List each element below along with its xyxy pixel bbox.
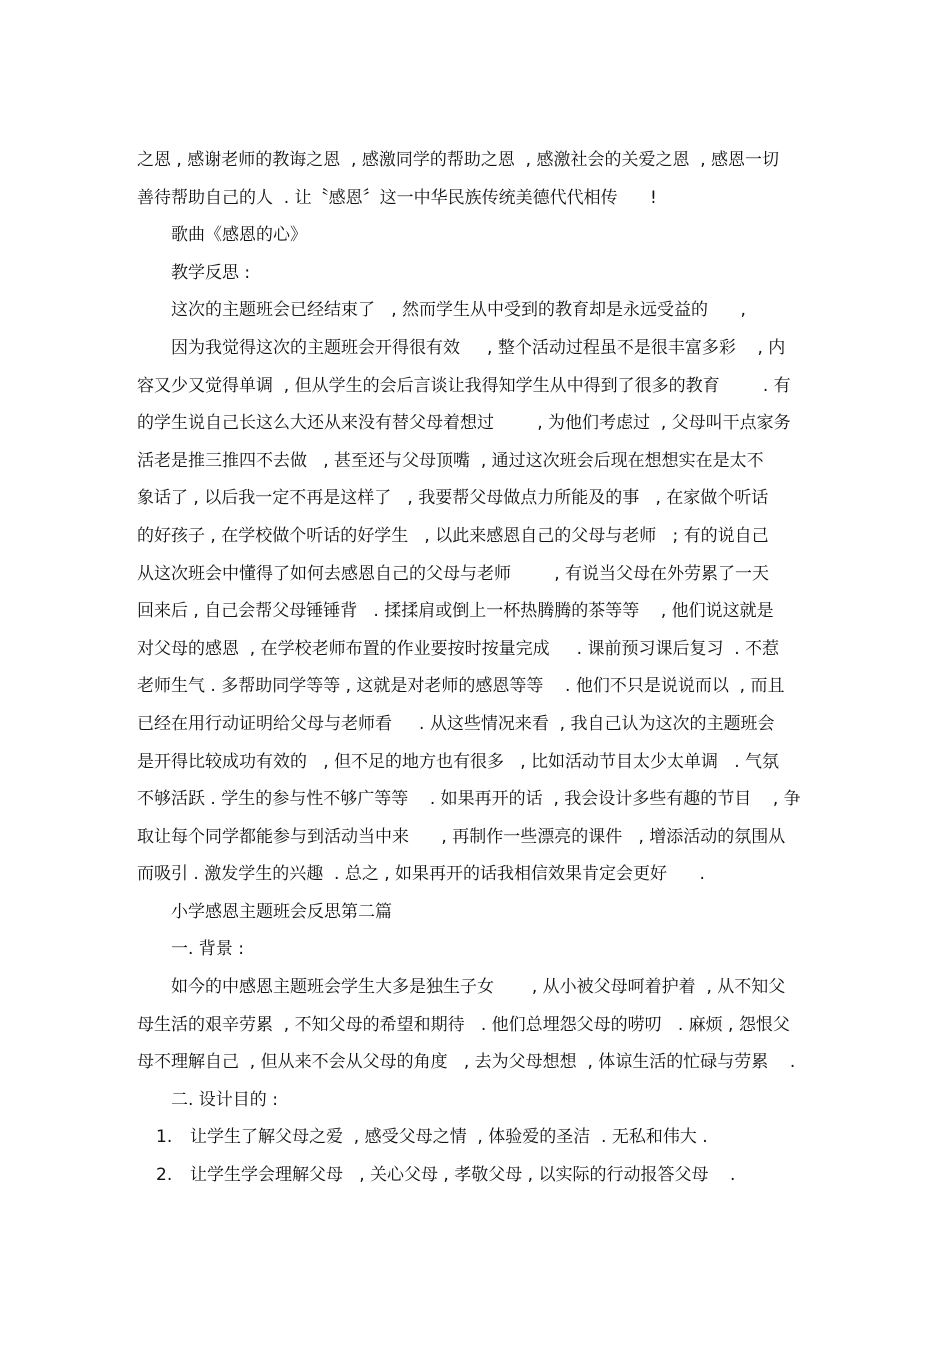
section-heading-reflection: 教学反思 :: [171, 262, 251, 283]
paragraph-line: 善待帮助自己的人 . 让〝感恩〞这一中华民族传统美德代代相传 !: [137, 187, 657, 208]
list-item-text: 让学生学会理解父母 , 关心父母 , 孝敬父母 , 以实际的行动报答父母 .: [190, 1165, 736, 1186]
paragraph-line: 而吸引 . 激发学生的兴趣 . 总之 , 如果再开的话我相信效果肯定会更好 .: [137, 864, 705, 885]
list-item: [137, 1119, 817, 1157]
paragraph-line: 象话了 , 以后我一定不再是这样了 , 我要帮父母做点力所能及的事 , 在家做个听话: [137, 488, 769, 509]
paragraph-line: 的好孩子 , 在学校做个听话的好学生 , 以此来感恩自己的父母与老师 ; 有的说自己: [137, 525, 769, 546]
paragraph-line: 对父母的感恩 , 在学校老师布置的作业要按时按量完成 . 课前预习课后复习 . 不惹: [137, 638, 780, 659]
list-item-text: 让学生了解父母之爱 , 感受父母之情 , 体验爱的圣洁 . 无私和伟大 .: [190, 1127, 708, 1148]
paragraph-line: 母生活的艰辛劳累 , 不知父母的希望和期待 . 他们总埋怨父母的唠叨 . 麻烦 , 怨恨父: [137, 1014, 790, 1035]
paragraph-line: 容又少又觉得单调 , 但从学生的会后言谈让我得知学生从中得到了很多的教育 . 有: [137, 375, 791, 396]
paragraph-line: 的学生说自己长这么大还从来没有替父母着想过 , 为他们考虑过 , 父母叫干点家务: [137, 413, 791, 434]
paragraph-line: 不够活跃 . 学生的参与性不够广等等 . 如果再开的话 , 我会设计多些有趣的节目 , 争: [137, 789, 801, 810]
paragraph-line: 老师生气 . 多帮助同学等等 , 这就是对老师的感恩等等 . 他们不只是说说而以 , 而且: [137, 676, 785, 697]
paragraph-line: 已经在用行动证明给父母与老师看 . 从这些情况来看 , 我自己认为这次的主题班会: [137, 713, 775, 734]
paragraph-line: 之恩 , 感谢老师的教诲之恩 , 感激同学的帮助之恩 , 感激社会的关爱之恩 , 感恩一切: [137, 150, 780, 170]
paragraph-line: 母不理解自己 , 但从来不会从父母的角度 , 去为父母想想 , 体谅生活的忙碌与劳累 .: [137, 1052, 796, 1073]
document-body: [137, 142, 817, 1195]
paragraph-line: 这次的主题班会已经结束了 , 然而学生从中受到的教育却是永远受益的 ,: [171, 300, 746, 321]
song-title: 歌曲《感恩的心》: [171, 225, 307, 246]
paragraph-line: 是开得比较成功有效的 , 但不足的地方也有很多 , 比如活动节目太少太单调 . 气氛: [137, 751, 780, 772]
section-title-second: 小学感恩主题班会反思第二篇: [171, 901, 392, 922]
list-item: [137, 1157, 817, 1195]
section-heading-goals: 二. 设计目的 :: [171, 1089, 278, 1110]
paragraph-line: 因为我觉得这次的主题班会开得很有效 , 整个活动过程虽不是很丰富多彩 , 内: [171, 337, 786, 358]
paragraph-line: 从这次班会中懂得了如何去感恩自己的父母与老师 , 有说当父母在外劳累了一天: [137, 563, 770, 584]
section-heading-background: 一. 背景 :: [171, 939, 244, 960]
list-item-number: 1.: [156, 1127, 173, 1148]
list-item-number: 2.: [156, 1165, 173, 1186]
paragraph-line: 活老是推三推四不去做 , 甚至还与父母顶嘴 , 通过这次班会后现在想想实在是太不: [137, 450, 764, 471]
paragraph-line: 如今的中感恩主题班会学生大多是独生子女 , 从小被父母呵着护着 , 从不知父: [171, 977, 786, 998]
paragraph-line: 回来后 , 自己会帮父母锤锤背 . 揉揉肩或倒上一杯热腾腾的茶等等 , 他们说这就是: [137, 601, 774, 622]
paragraph-line: 取让每个同学都能参与到活动当中来 , 再制作一些漂亮的课件 , 增添活动的氛围从: [137, 826, 786, 847]
